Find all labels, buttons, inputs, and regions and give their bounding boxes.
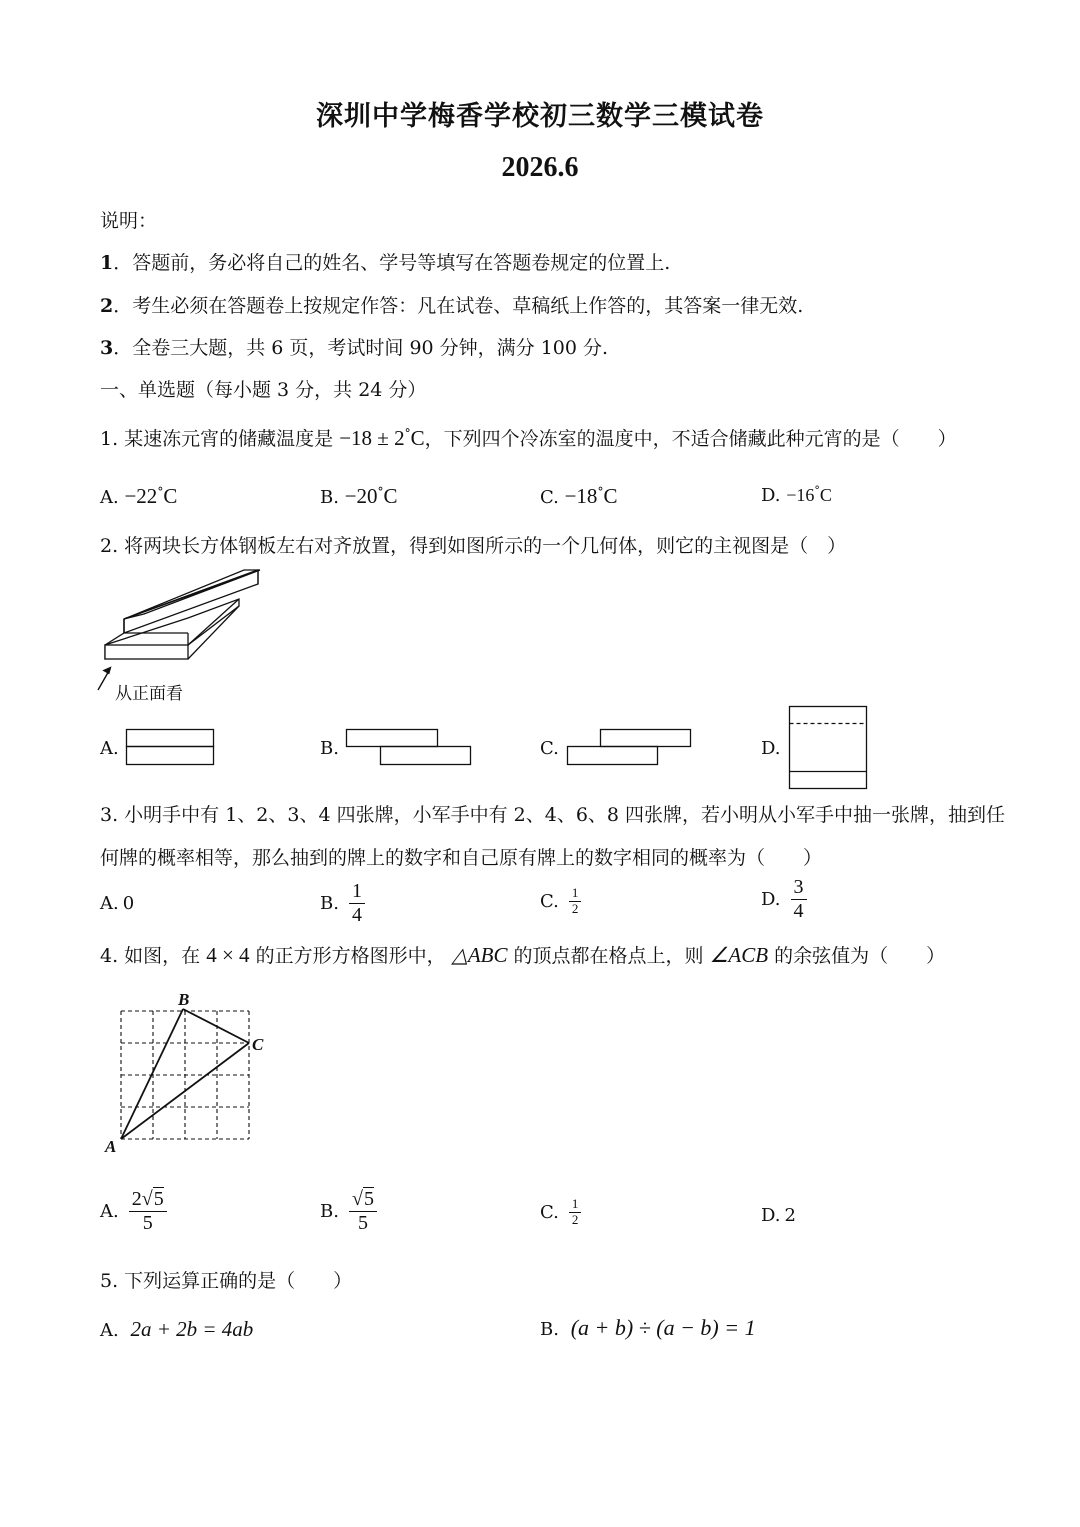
- note-number: 2: [100, 295, 114, 317]
- q1-stem-b: ，下列四个冷冻室的温度中，不适合储藏此种元宵的是（ ）: [424, 428, 957, 450]
- q1-option-d: [761, 484, 832, 506]
- grid-triangle-figure: [100, 988, 280, 1158]
- q5-option-a: [100, 1317, 253, 1342]
- note-text: ．考生必须在答题卷上按规定作答：凡在试卷、草稿纸上作答的，其答案一律无效.: [113, 295, 804, 317]
- question-3-line-2: 何牌的概率相等，那么抽到的牌上的数字和自己原有牌上的数字相同的概率为（ ）: [100, 847, 823, 869]
- option-label: C.: [540, 1201, 559, 1223]
- q4-option-a: [100, 1188, 167, 1235]
- q4-stem-c: 的顶点都在格点上，则: [513, 945, 704, 967]
- q2-option-a-figure: [126, 729, 216, 769]
- q2-option-d-figure: [789, 706, 871, 792]
- note-number: 1: [100, 252, 114, 274]
- q4-stem-d: 的余弦值为（ ）: [774, 945, 946, 967]
- fraction: [349, 1188, 377, 1235]
- coefficient: 2: [131, 1188, 142, 1210]
- radicand: 5: [153, 1188, 164, 1210]
- q4-stem-a: 4. 如图，在: [100, 945, 201, 967]
- option-unit: C: [163, 484, 178, 508]
- q1-temp: −18 ± 2: [339, 426, 405, 450]
- degree-symbol: °: [157, 485, 164, 499]
- option-label: A.: [100, 893, 119, 914]
- vertex-a-label: A: [105, 1137, 117, 1156]
- note-1: [100, 248, 670, 275]
- grid-size: 4 × 4: [206, 943, 250, 967]
- section-title: 一、单选题（每小题 3 分，共 24 分）: [100, 379, 427, 401]
- q1-option-b: [320, 484, 398, 509]
- q1-option-c: [540, 484, 617, 509]
- option-label: B.: [320, 893, 339, 914]
- q3-option-b: [320, 880, 365, 927]
- option-expression: 2a + 2b = 4ab: [130, 1317, 254, 1341]
- q4-stem-b: 的正方形方格图形中，: [255, 945, 446, 967]
- note-number: 3: [100, 337, 114, 359]
- note-3: [100, 333, 608, 360]
- option-label: B.: [540, 1319, 559, 1340]
- vertex-c-label: C: [252, 1035, 264, 1054]
- fraction: [569, 1197, 582, 1228]
- note-text: ．答题前，务必将自己的姓名、学号等填写在答题卷规定的位置上.: [113, 252, 671, 274]
- degree-symbol: °: [377, 485, 384, 499]
- q2-option-b-label: B.: [320, 738, 339, 759]
- option-value: 2: [784, 1205, 796, 1226]
- option-label: D.: [761, 889, 781, 910]
- numerator: 3: [791, 876, 807, 900]
- radicand: 5: [363, 1188, 374, 1210]
- numerator: 1: [349, 880, 365, 904]
- q2-option-b-figure: [346, 729, 474, 769]
- q2-option-c-figure: [567, 729, 695, 769]
- angle-label: ∠ACB: [709, 943, 769, 967]
- steel-plates-figure: [94, 566, 274, 696]
- option-label: C.: [540, 487, 559, 508]
- q3-option-c: [540, 886, 581, 917]
- q4-option-d: [761, 1205, 796, 1226]
- q4-option-c: [540, 1197, 581, 1228]
- denominator: 2: [571, 1211, 579, 1227]
- q2-option-a-label: A.: [100, 738, 119, 759]
- note-2: [100, 291, 803, 318]
- degree-symbol: °: [597, 485, 604, 499]
- option-value: −18: [564, 484, 598, 508]
- q2-option-c-label: C.: [540, 738, 559, 759]
- vertex-b-label: B: [178, 990, 190, 1009]
- option-value: 0: [122, 893, 135, 914]
- question-2-stem: 2. 将两块长方体钢板左右对齐放置，得到如图所示的一个几何体，则它的主视图是（ ）: [100, 535, 847, 557]
- notes-heading: 说明：: [100, 210, 158, 232]
- option-label: A.: [100, 1201, 119, 1222]
- fraction: [129, 1188, 167, 1235]
- denominator: 2: [571, 900, 579, 916]
- option-label: D.: [761, 1205, 781, 1226]
- fraction: [569, 886, 582, 917]
- option-unit: C: [603, 484, 618, 508]
- degree-symbol: °: [814, 484, 820, 497]
- denominator: 4: [351, 904, 362, 926]
- option-unit: C: [819, 485, 832, 505]
- exam-title: 深圳中学梅香学校初三数学三模试卷: [316, 101, 764, 132]
- triangle-label: △ABC: [451, 943, 508, 967]
- option-label: A.: [100, 487, 119, 508]
- q4-option-b: [320, 1188, 377, 1235]
- numerator: 1: [569, 1197, 582, 1213]
- q3-option-a: [100, 893, 134, 914]
- option-label: A.: [100, 1320, 119, 1341]
- question-3-line-1: 3. 小明手中有 1、2、3、4 四张牌，小军手中有 2、4、6、8 四张牌，若小明从小军手中抽一张牌，抽到任: [100, 804, 1006, 826]
- option-label: B.: [320, 1201, 339, 1222]
- option-value: −16: [786, 485, 815, 505]
- question-5-stem: 5. 下列运算正确的是（ ）: [100, 1270, 353, 1292]
- fraction: [791, 876, 807, 923]
- exam-date: 2026.6: [501, 152, 579, 183]
- option-value: −20: [344, 484, 378, 508]
- option-expression: (a + b) ÷ (a − b) = 1: [570, 1315, 756, 1340]
- view-direction-label: 从正面看: [115, 684, 183, 704]
- q1-stem-a: 1. 某速冻元宵的储藏温度是: [100, 428, 334, 450]
- degree-symbol: °: [404, 426, 411, 441]
- fraction: [349, 880, 365, 927]
- note-text: ．全卷三大题，共 6 页，考试时间 90 分钟，满分 100 分.: [113, 337, 609, 359]
- numerator: √5: [349, 1188, 377, 1212]
- option-label: B.: [320, 487, 339, 508]
- question-4-stem: [100, 941, 945, 968]
- option-label: C.: [540, 890, 559, 912]
- q2-option-d-label: D.: [761, 738, 781, 759]
- q1-option-a: [100, 484, 177, 509]
- q3-option-d: [761, 876, 807, 923]
- q5-option-b: [540, 1315, 756, 1341]
- q1-unit: C: [410, 426, 425, 450]
- question-1-stem: [100, 424, 957, 451]
- denominator: 5: [357, 1212, 368, 1234]
- option-label: D.: [761, 485, 781, 506]
- numerator: 2√5: [129, 1188, 167, 1212]
- denominator: 4: [793, 900, 804, 922]
- denominator: 5: [142, 1212, 153, 1234]
- numerator: 1: [569, 886, 582, 902]
- option-value: −22: [124, 484, 158, 508]
- option-unit: C: [383, 484, 398, 508]
